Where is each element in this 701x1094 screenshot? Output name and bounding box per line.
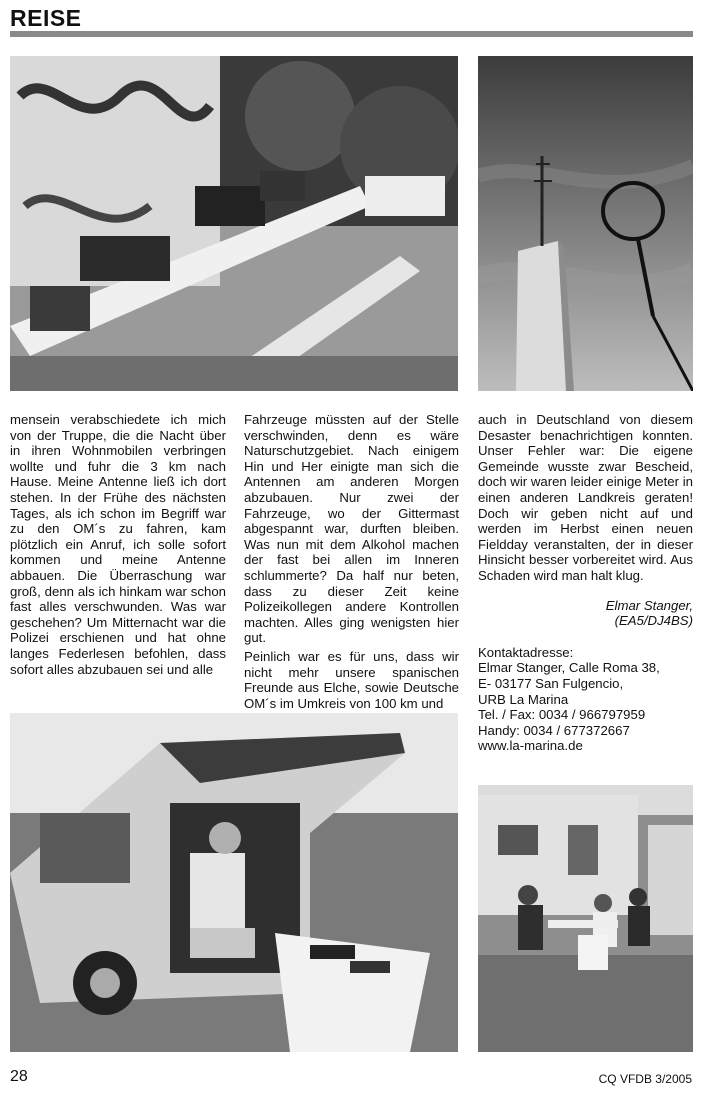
column-3-paragraph-1: auch in Deutschland von diesem Desaster benachrichtigen konnten. Unser Fehler war: Die eigene Gemeinde wusste zwar Bescheid, doch wir waren leider einige Meter in einen anderen Landkreis geraten! Doch wir geben nicht auf und werden im Herbst einen neuen Fieldday veranstalten, der in dieser Hinsicht besser vorbereitet wird. Aus Schaden wird man halt klug. <box>478 412 693 583</box>
radio-equipment-photo <box>10 56 458 391</box>
header-rule <box>10 31 693 37</box>
issue-label: CQ VFDB 3/2005 <box>598 1072 692 1086</box>
article-column-2 <box>244 412 459 714</box>
author-callsign: (EA5/DJ4BS) <box>614 613 693 629</box>
page-number: 28 <box>10 1068 28 1085</box>
article-column-1 <box>10 412 226 680</box>
contact-phone: Tel. / Fax: 0034 / 966797959 <box>478 707 646 723</box>
contact-heading: Kontaktadresse: <box>478 644 574 660</box>
author-name: Elmar Stanger, <box>605 597 693 613</box>
loop-antenna-photo <box>478 56 693 391</box>
article-column-3 <box>478 412 693 754</box>
contact-line: E- 03177 San Fulgencio, <box>478 675 624 691</box>
contact-website: www.la-marina.de <box>478 738 583 754</box>
contact-mobile: Handy: 0034 / 677372667 <box>478 722 630 738</box>
camp-group-photo <box>478 785 693 1052</box>
column-1-paragraph: mensein verabschiedete ich mich von der Truppe, die die Nacht über in ihren Wohnmobilen verbringen wollte und fuhr die 3 km nach Hause. Meine Antenne ließ ich dort stehen. In der Frühe des nächsten Tages, als ich schon im Begriff war zu den OM´s zu fahren, kam plötzlich ein Anruf, ich solle sofort kommen und meine Antenne abbauen. Die Überraschung war groß, denn als ich hinkam war schon fast alles verschwunden. Was war geschehen? Um Mitternacht war die Polizei erschienen und hat ohne langes Federlesen befohlen, dass sofort alles abzubauen sei und alle <box>10 412 226 677</box>
contact-line: Elmar Stanger, Calle Roma 38, <box>478 660 660 676</box>
column-2-paragraph-2: Peinlich war es für uns, dass wir nicht mehr unsere spanischen Freunde aus Elche, sowie Deutsche OM´s im Umkreis von 100 km und <box>244 648 459 711</box>
operator-car-photo <box>10 713 458 1052</box>
section-title: REISE <box>10 5 82 31</box>
author-signature <box>478 598 693 629</box>
contact-line: URB La Marina <box>478 691 569 707</box>
contact-block <box>478 645 693 754</box>
column-2-paragraph-1: Fahrzeuge müssten auf der Stelle verschwinden, denn es wäre Naturschutzgebiet. Nach einigem Hin und Her einigte man sich die Antennen am anderen Morgen abzubauen. Nur zwei der Fahrzeuge, wo der Gittermast abgespannt war, durften bleiben. Was nun mit dem Alkohol machen der fast bei allen im Inneren schlummerte? Da half nur beten, dass zu dieser Zeit keine Polizeikollegen andere Kontrollen machten. Alles ging wenigsten hier gut. <box>244 412 459 646</box>
